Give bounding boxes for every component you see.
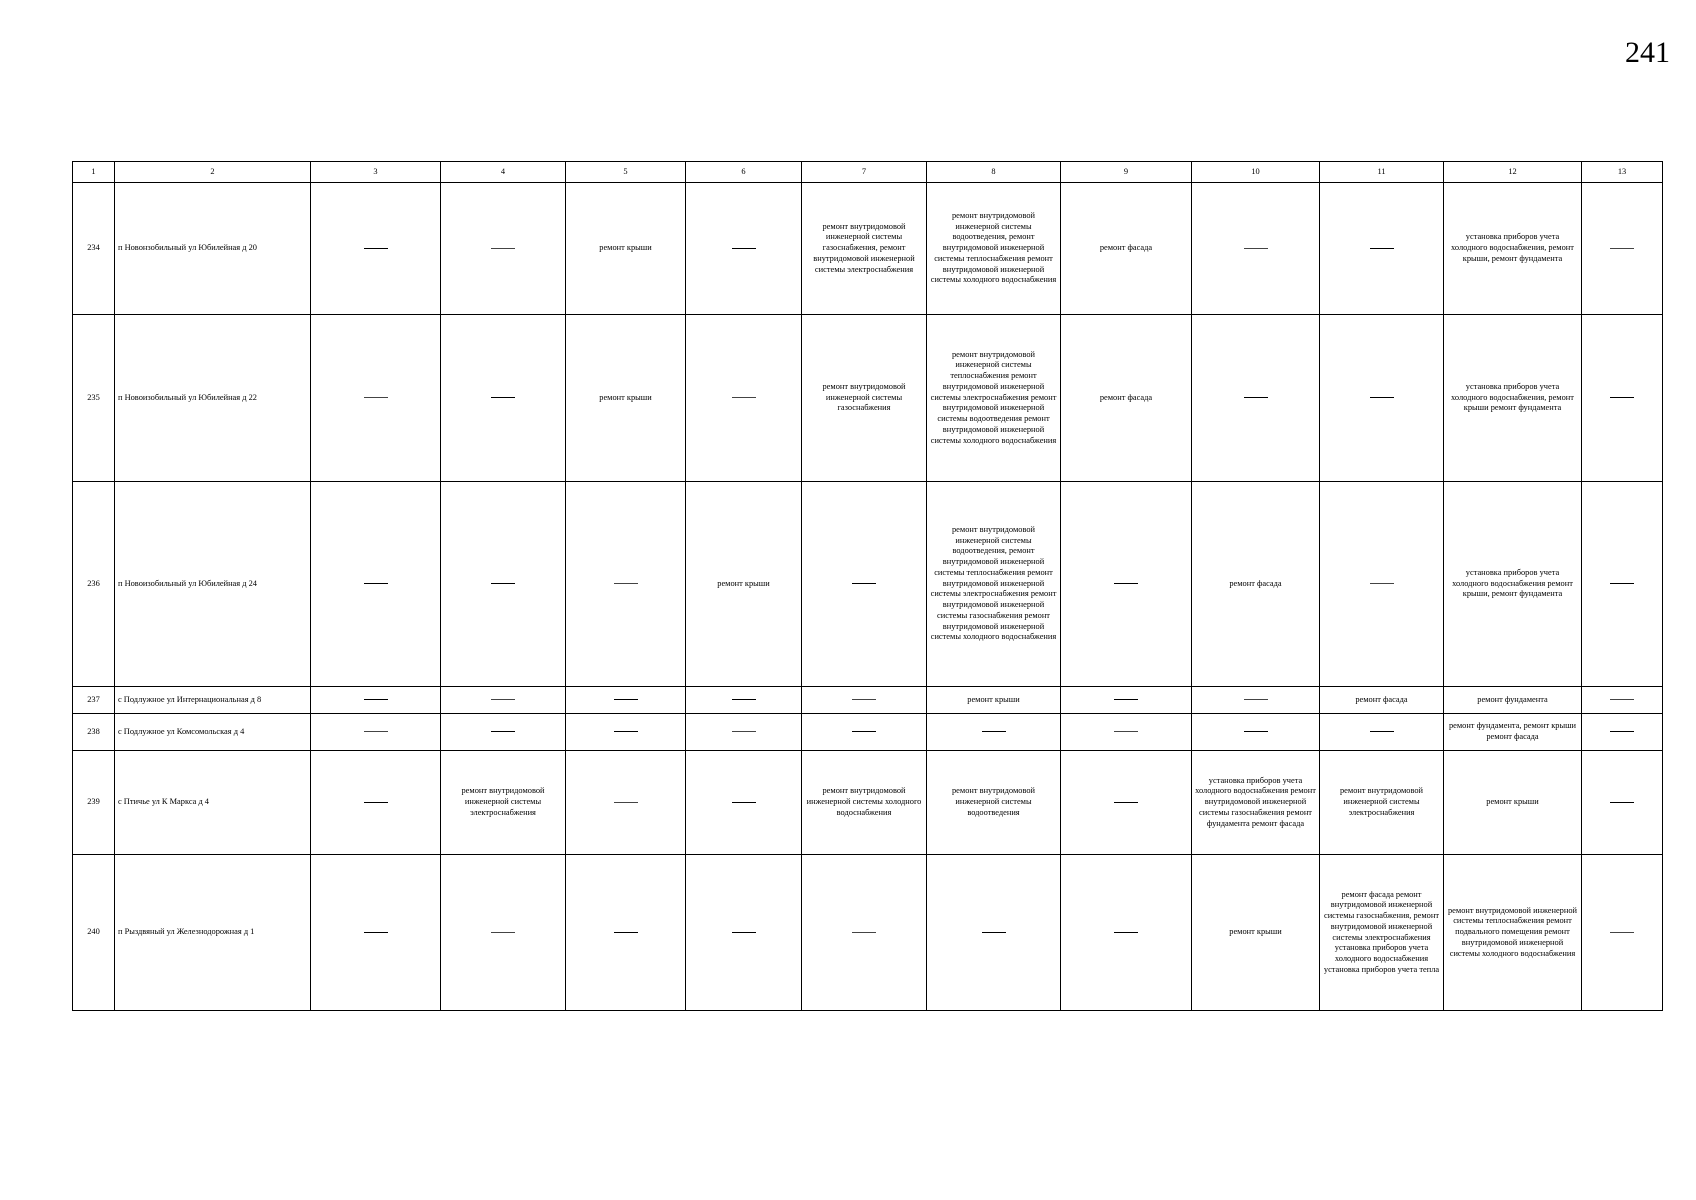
empty-dash-cell [1061,687,1192,714]
empty-dash-cell [686,751,802,855]
work-type-cell [566,315,686,482]
column-number-4: 4 [441,162,566,183]
empty-dash-cell [566,482,686,687]
empty-dash-cell [686,714,802,751]
table-row [73,714,1663,751]
dash-mark [732,248,756,249]
dash-mark [852,699,876,700]
dash-mark [1370,583,1394,584]
empty-dash-cell [566,751,686,855]
building-address: с Птичье ул К Маркса д 4 [115,751,311,855]
empty-dash-cell [1320,714,1444,751]
work-type-text: ремонт фасада [1099,243,1153,253]
table-row [73,751,1663,855]
dash-mark [1114,699,1138,700]
empty-dash-cell [441,315,566,482]
work-type-cell [1444,183,1582,315]
dash-mark [732,932,756,933]
dash-mark [614,731,638,732]
empty-dash-cell [311,855,441,1011]
table-row [73,315,1663,482]
empty-dash-cell [802,855,927,1011]
empty-dash-cell [927,714,1061,751]
work-type-text: ремонт внутридомовой инженерной системы теплоснабжения ремонт внутридомовой инженерной системы электроснабжения ремонт внутридомовой инженерной системы водоотведения ремонт внутридомовой инженерной системы холодного водоснабжения [930,349,1057,445]
column-number-9: 9 [1061,162,1192,183]
work-type-text: ремонт внутридомовой инженерной системы электроснабжения [1339,786,1424,817]
table-row [73,855,1663,1011]
work-type-cell [1444,687,1582,714]
work-type-text: установка приборов учета холодного водоснабжения ремонт крыши, ремонт фундамента [1452,567,1573,599]
dash-mark [1610,699,1634,700]
work-type-cell [1192,855,1320,1011]
column-number-13: 13 [1582,162,1663,183]
empty-dash-cell [802,714,927,751]
work-type-text: ремонт внутридомовой инженерной системы теплоснабжения ремонт подвального помещения ремонт внутридомовой инженерной системы холодного водоснабжения [1447,905,1577,958]
work-type-cell [441,751,566,855]
work-type-cell [802,751,927,855]
work-type-cell [1444,315,1582,482]
work-type-text: установка приборов учета холодного водоснабжения ремонт внутридомовой инженерной системы газоснабжения ремонт фундамента ремонт фасада [1195,775,1316,828]
dash-mark [852,932,876,933]
dash-mark [364,731,388,732]
dash-mark [1244,699,1268,700]
dash-mark [852,583,876,584]
work-type-text: ремонт фасада [1355,694,1408,704]
empty-dash-cell [1061,855,1192,1011]
table-row [73,183,1663,315]
column-number-3: 3 [311,162,441,183]
dash-mark [1370,397,1394,398]
work-type-cell [1061,183,1192,315]
work-type-cell [1320,751,1444,855]
building-address: п Рыздвяный ул Железнодорожная д 1 [115,855,311,1011]
dash-mark [1370,248,1394,249]
empty-dash-cell [441,183,566,315]
dash-mark [614,699,638,700]
dash-mark [1610,397,1634,398]
work-type-text: ремонт крыши [1229,927,1282,937]
table-body [73,162,1663,1011]
work-type-cell [1444,751,1582,855]
column-number-7: 7 [802,162,927,183]
work-type-text: ремонт крыши [717,578,770,588]
row-number: 240 [73,855,115,1011]
work-type-text: установка приборов учета холодного водоснабжения, ремонт крыши, ремонт фундамента [1451,232,1574,263]
empty-dash-cell [927,855,1061,1011]
dash-mark [1610,731,1634,732]
empty-dash-cell [1582,315,1663,482]
empty-dash-cell [686,687,802,714]
empty-dash-cell [311,482,441,687]
building-address: п Новоизобильный ул Юбилейная д 22 [115,315,311,482]
repair-schedule-table [72,161,1663,1011]
dash-mark [1610,802,1634,803]
work-type-cell [927,315,1061,482]
work-type-text: установка приборов учета холодного водоснабжения, ремонт крыши ремонт фундамента [1451,381,1574,413]
work-type-cell [927,482,1061,687]
empty-dash-cell [1192,315,1320,482]
column-number-6: 6 [686,162,802,183]
dash-mark [364,802,388,803]
dash-mark [1610,248,1634,249]
empty-dash-cell [311,687,441,714]
work-type-text: ремонт фасада [1099,392,1153,402]
dash-mark [491,583,515,584]
empty-dash-cell [1061,714,1192,751]
column-number-1: 1 [73,162,115,183]
empty-dash-cell [1582,751,1663,855]
building-address: п Новонзобильный ул Юбилейная д 20 [115,183,311,315]
row-number: 235 [73,315,115,482]
building-address: с Подлужное ул Интернациональная д 8 [115,687,311,714]
dash-mark [614,802,638,803]
empty-dash-cell [441,714,566,751]
empty-dash-cell [311,183,441,315]
empty-dash-cell [1582,855,1663,1011]
work-type-text: ремонт внутридомовой инженерной системы водоотведения [951,786,1036,817]
empty-dash-cell [566,855,686,1011]
work-type-cell [1192,751,1320,855]
dash-mark [1114,802,1138,803]
row-number: 234 [73,183,115,315]
column-number-2: 2 [115,162,311,183]
empty-dash-cell [1061,482,1192,687]
dash-mark [364,397,388,398]
work-type-cell [686,482,802,687]
work-type-cell [927,751,1061,855]
work-type-text: ремонт внутридомовой инженерной системы холодного водоснабжения [806,786,922,817]
empty-dash-cell [686,183,802,315]
row-number: 239 [73,751,115,855]
dash-mark [614,932,638,933]
building-address: п Новоизобильный ул Юбилейная д 24 [115,482,311,687]
row-number: 236 [73,482,115,687]
work-type-text: ремонт внутридомовой инженерной системы газоснабжения [822,381,906,413]
column-number-10: 10 [1192,162,1320,183]
empty-dash-cell [802,482,927,687]
work-type-text: ремонт фундамента [1477,694,1548,704]
dash-mark [364,699,388,700]
dash-mark [491,699,515,700]
work-type-cell [1444,714,1582,751]
empty-dash-cell [441,687,566,714]
table-row [73,482,1663,687]
table-row [73,687,1663,714]
work-type-text: ремонт фундамента, ремонт крыши ремонт фасада [1448,721,1577,741]
work-type-cell [1061,315,1192,482]
dash-mark [1610,583,1634,584]
empty-dash-cell [1582,687,1663,714]
column-number-8: 8 [927,162,1061,183]
work-type-text: ремонт крыши [599,392,652,402]
dash-mark [614,583,638,584]
dash-mark [364,932,388,933]
work-type-cell [927,687,1061,714]
work-type-cell [1320,855,1444,1011]
empty-dash-cell [441,482,566,687]
dash-mark [1114,731,1138,732]
row-number: 237 [73,687,115,714]
column-number-12: 12 [1444,162,1582,183]
row-number: 238 [73,714,115,751]
empty-dash-cell [566,714,686,751]
dash-mark [364,583,388,584]
empty-dash-cell [1320,482,1444,687]
page-number: 241 [1625,36,1670,69]
empty-dash-cell [686,855,802,1011]
empty-dash-cell [1192,687,1320,714]
work-type-cell [927,183,1061,315]
dash-mark [732,699,756,700]
work-type-text: ремонт крыши [599,243,652,253]
work-type-text: ремонт фасада [1229,578,1282,588]
empty-dash-cell [1320,315,1444,482]
work-type-cell [802,183,927,315]
dash-mark [1244,248,1268,249]
empty-dash-cell [311,714,441,751]
dash-mark [1370,731,1394,732]
dash-mark [732,731,756,732]
empty-dash-cell [1320,183,1444,315]
dash-mark [982,932,1006,933]
dash-mark [491,932,515,933]
empty-dash-cell [686,315,802,482]
work-type-cell [1444,855,1582,1011]
dash-mark [1610,932,1634,933]
work-type-cell [1320,687,1444,714]
work-type-text: ремонт внутридомовой инженерной системы водоотведения, ремонт внутридомовой инженерной системы теплоснабжения ремонт внутридомовой инженерной системы электроснабжения ремонт внутридомовой инженерной системы газоснабжения ремонт внутридомовой инженерной системы холодного водоснабжения [930,524,1057,642]
building-address: с Подлужное ул Комсомольская д 4 [115,714,311,751]
column-number-11: 11 [1320,162,1444,183]
work-type-text: ремонт фасада ремонт внутридомовой инженерной системы газоснабжения, ремонт внутридомовой инженерной системы электроснабжения установка приборов учета холодного водоснабжения установка приборов учета тепла [1323,889,1440,974]
work-type-text: ремонт крыши [1486,797,1539,807]
empty-dash-cell [1192,714,1320,751]
work-type-text: ремонт внутридомовой инженерной системы водоотведения, ремонт внутридомовой инженерной системы теплоснабжения ремонт внутридомовой инженерной системы холодного водоснабжения [930,210,1057,285]
empty-dash-cell [802,687,927,714]
dash-mark [732,397,756,398]
work-type-text: ремонт крыши [967,694,1020,704]
empty-dash-cell [1061,751,1192,855]
empty-dash-cell [311,315,441,482]
empty-dash-cell [566,687,686,714]
work-type-cell [566,183,686,315]
work-type-text: ремонт внутридомовой инженерной системы электроснабжения [461,786,545,817]
dash-mark [364,248,388,249]
dash-mark [491,248,515,249]
dash-mark [491,731,515,732]
dash-mark [1114,932,1138,933]
dash-mark [852,731,876,732]
work-type-cell [802,315,927,482]
empty-dash-cell [441,855,566,1011]
work-type-text: ремонт внутридомовой инженерной системы газоснабжения, ремонт внутридомовой инженерной системы электроснабжения [813,221,915,274]
dash-mark [1114,583,1138,584]
dash-mark [491,397,515,398]
dash-mark [1244,731,1268,732]
work-type-cell [1444,482,1582,687]
dash-mark [732,802,756,803]
empty-dash-cell [1582,482,1663,687]
column-number-5: 5 [566,162,686,183]
dash-mark [1244,397,1268,398]
empty-dash-cell [311,751,441,855]
column-number-row [73,162,1663,183]
empty-dash-cell [1582,714,1663,751]
work-type-cell [1192,482,1320,687]
dash-mark [982,731,1006,732]
empty-dash-cell [1192,183,1320,315]
empty-dash-cell [1582,183,1663,315]
